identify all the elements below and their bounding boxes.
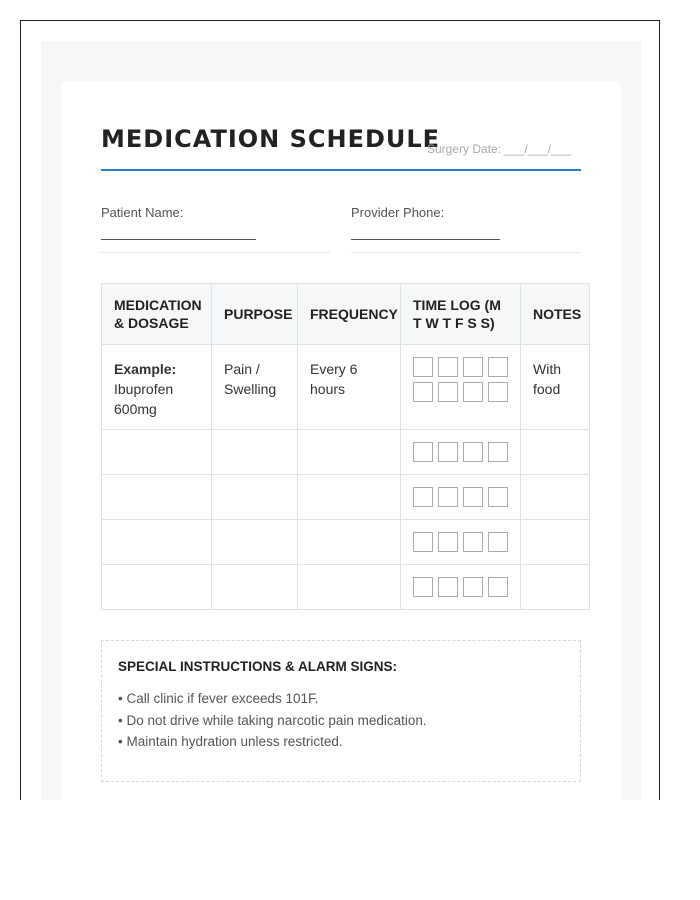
table-header-row xyxy=(102,284,590,345)
time-log-checkbox[interactable] xyxy=(463,357,483,377)
time-log-checkbox[interactable] xyxy=(438,577,458,597)
table-row xyxy=(102,430,590,475)
column-header-medication: MEDICATION & DOSAGE xyxy=(102,284,212,345)
time-log-checkbox[interactable] xyxy=(438,487,458,507)
provider-phone-label: Provider Phone: xyxy=(351,205,445,220)
instruction-item: • Do not drive while taking narcotic pain medication. xyxy=(118,712,427,728)
medication-cell[interactable] xyxy=(102,475,212,520)
provider-phone-line xyxy=(351,239,500,240)
time-log-checkbox[interactable] xyxy=(463,532,483,552)
time-log-checkbox[interactable] xyxy=(463,487,483,507)
time-log-cell xyxy=(401,520,521,565)
time-log-cell xyxy=(401,565,521,610)
instruction-item: • Maintain hydration unless restricted. xyxy=(118,734,343,749)
table-row-example xyxy=(102,345,590,430)
notes-cell[interactable] xyxy=(521,565,590,610)
time-log-checkbox[interactable] xyxy=(488,382,508,402)
column-header-frequency: FREQUENCY xyxy=(298,284,401,345)
time-log-checkbox[interactable] xyxy=(488,357,508,377)
time-log-checkbox[interactable] xyxy=(438,442,458,462)
time-log-checkbox[interactable] xyxy=(463,382,483,402)
frequency-cell[interactable] xyxy=(298,520,401,565)
special-instructions-box xyxy=(101,640,581,782)
medication-table xyxy=(101,283,590,610)
column-header-purpose: PURPOSE xyxy=(212,284,298,345)
table-row xyxy=(102,520,590,565)
column-header-time-log: TIME LOG (M T W T F S S) xyxy=(401,284,521,345)
purpose-cell[interactable] xyxy=(212,475,298,520)
patient-name-label: Patient Name: xyxy=(101,205,184,220)
time-log-checkbox[interactable] xyxy=(438,532,458,552)
frequency-cell[interactable] xyxy=(298,430,401,475)
time-log-checkbox[interactable] xyxy=(488,442,508,462)
instructions-title: SPECIAL INSTRUCTIONS & ALARM SIGNS: xyxy=(118,659,398,674)
time-log-checkbox[interactable] xyxy=(413,442,433,462)
time-log-checkbox[interactable] xyxy=(463,577,483,597)
purpose-cell[interactable] xyxy=(212,430,298,475)
instructions-list xyxy=(118,688,564,753)
time-log-cell xyxy=(401,475,521,520)
example-medication-cell xyxy=(102,345,212,430)
frequency-cell[interactable] xyxy=(298,565,401,610)
frequency-cell[interactable] xyxy=(298,475,401,520)
time-log-checkbox[interactable] xyxy=(463,442,483,462)
title-divider xyxy=(101,169,581,171)
notes-cell[interactable] xyxy=(521,430,590,475)
example-medication: Ibuprofen 600mg xyxy=(114,381,174,417)
time-log-checkbox[interactable] xyxy=(488,487,508,507)
time-log-checkbox[interactable] xyxy=(488,577,508,597)
surgery-date-field[interactable]: Surgery Date: ___/___/___ xyxy=(427,142,572,156)
time-log-checkbox[interactable] xyxy=(413,577,433,597)
notes-cell[interactable] xyxy=(521,520,590,565)
medication-schedule-card xyxy=(61,81,621,801)
example-purpose: Pain / Swelling xyxy=(212,345,298,430)
example-time-log xyxy=(401,345,521,430)
purpose-cell[interactable] xyxy=(212,565,298,610)
time-log-checkbox[interactable] xyxy=(438,382,458,402)
example-frequency: Every 6 hours xyxy=(298,345,401,430)
time-log-checkbox[interactable] xyxy=(488,532,508,552)
notes-cell[interactable] xyxy=(521,475,590,520)
example-notes: With food xyxy=(521,345,590,430)
table-row xyxy=(102,565,590,610)
time-log-checkbox[interactable] xyxy=(413,382,433,402)
page-title: MEDICATION SCHEDULE xyxy=(101,125,441,153)
medication-cell[interactable] xyxy=(102,520,212,565)
patient-name-line xyxy=(101,239,256,240)
medication-cell[interactable] xyxy=(102,430,212,475)
purpose-cell[interactable] xyxy=(212,520,298,565)
time-log-checkbox[interactable] xyxy=(413,532,433,552)
time-log-checkbox[interactable] xyxy=(438,357,458,377)
column-header-notes: NOTES xyxy=(521,284,590,345)
instruction-item: • Call clinic if fever exceeds 101F. xyxy=(118,691,319,706)
medication-cell[interactable] xyxy=(102,565,212,610)
time-log-cell xyxy=(401,430,521,475)
time-log-checkbox[interactable] xyxy=(413,357,433,377)
provider-phone-field[interactable] xyxy=(351,205,580,253)
patient-name-field[interactable] xyxy=(101,205,330,253)
time-log-checkbox[interactable] xyxy=(413,487,433,507)
example-label: Example: xyxy=(114,361,177,377)
table-row xyxy=(102,475,590,520)
